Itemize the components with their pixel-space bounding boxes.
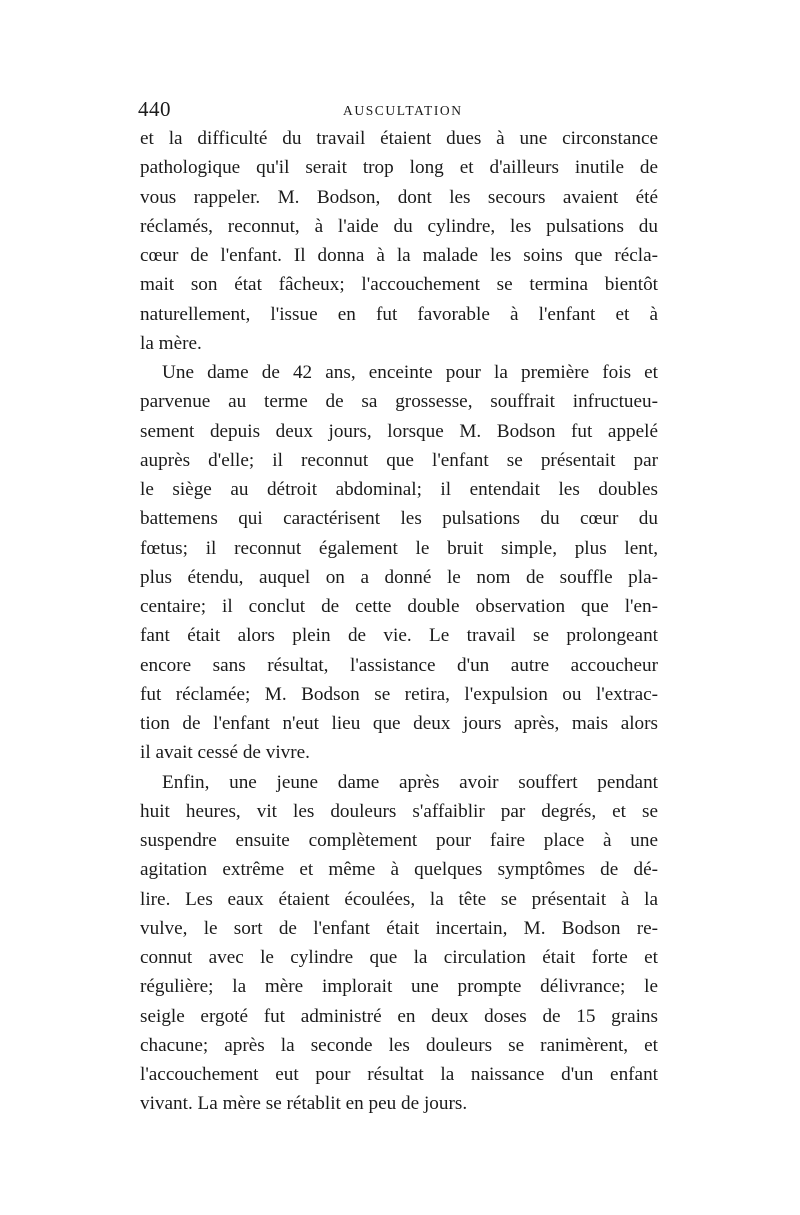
text-line: fant était alors plein de vie. Le travail se prolongeant (140, 625, 658, 647)
text-line: vous rappeler. M. Bodson, dont les secours avaient été (140, 186, 658, 208)
text-line: vulve, le sort de l'enfant était incertain, M. Bodson re- (140, 917, 658, 939)
text-line: le siège au détroit abdominal; il entendait les doubles (140, 479, 658, 500)
page-number: 440 (138, 97, 171, 121)
text-line: tion de l'enfant n'eut lieu que deux jours après, mais alors (140, 713, 658, 734)
text-line: fut réclamée; M. Bodson se retira, l'expulsion ou l'extrac- (140, 683, 658, 705)
text-line: battemens qui caractérisent les pulsations du cœur du (140, 508, 658, 530)
text-line: mait son état fâcheux; l'accouchement se termina bientôt (140, 274, 658, 296)
text-line: parvenue au terme de sa grossesse, souffrait infructueu- (140, 391, 658, 413)
running-head: AUSCULTATION (343, 103, 463, 118)
text-line: connut avec le cylindre que la circulation était forte et (140, 947, 658, 968)
text-line: sement depuis deux jours, lorsque M. Bodson fut appelé (140, 420, 658, 442)
text-line: chacune; après la seconde les douleurs se ranimèrent, et (140, 1034, 658, 1056)
text-line: lire. Les eaux étaient écoulées, la tête se présentait à la (140, 888, 658, 910)
text-line: et la difficulté du travail étaient dues à une circonstance (140, 128, 658, 149)
text-line: agitation extrême et même à quelques symptômes de dé- (140, 859, 658, 881)
text-line: plus étendu, auquel on a donné le nom de souffle pla- (140, 566, 658, 588)
text-line: Enfin, une jeune dame après avoir souffert pendant (162, 771, 658, 793)
paragraph (140, 124, 658, 358)
text-line: seigle ergoté fut administré en deux doses de 15 grains (140, 1005, 658, 1027)
text-line: pathologique qu'il serait trop long et d'ailleurs inutile de (140, 157, 658, 179)
text-line: fœtus; il reconnut également le bruit simple, plus lent, (140, 537, 658, 559)
text-line: la mère. (140, 332, 202, 354)
text-line: Une dame de 42 ans, enceinte pour la première fois et (162, 362, 658, 383)
paragraph (140, 358, 658, 768)
text-line: vivant. La mère se rétablit en peu de jours. (140, 1093, 468, 1115)
text-line: l'accouchement eut pour résultat la naissance d'un enfant (140, 1064, 658, 1085)
text-line: cœur de l'enfant. Il donna à la malade les soins que récla- (140, 245, 658, 266)
body-text (140, 124, 658, 1119)
page-header (138, 97, 668, 127)
text-line: huit heures, vit les douleurs s'affaiblir par degrés, et se (140, 800, 658, 822)
text-line: il avait cessé de vivre. (140, 742, 310, 764)
text-line: encore sans résultat, l'assistance d'un autre accoucheur (140, 654, 658, 676)
text-line: naturellement, l'issue en fut favorable à l'enfant et à (140, 303, 658, 325)
text-line: régulière; la mère implorait une prompte délivrance; le (140, 976, 658, 998)
text-line: centaire; il conclut de cette double observation que l'en- (140, 596, 658, 617)
text-line: suspendre ensuite complètement pour faire place à une (140, 830, 658, 851)
text-line: auprès d'elle; il reconnut que l'enfant se présentait par (140, 449, 658, 471)
paragraph (140, 768, 658, 1119)
text-line: réclamés, reconnut, à l'aide du cylindre, les pulsations du (140, 215, 658, 237)
